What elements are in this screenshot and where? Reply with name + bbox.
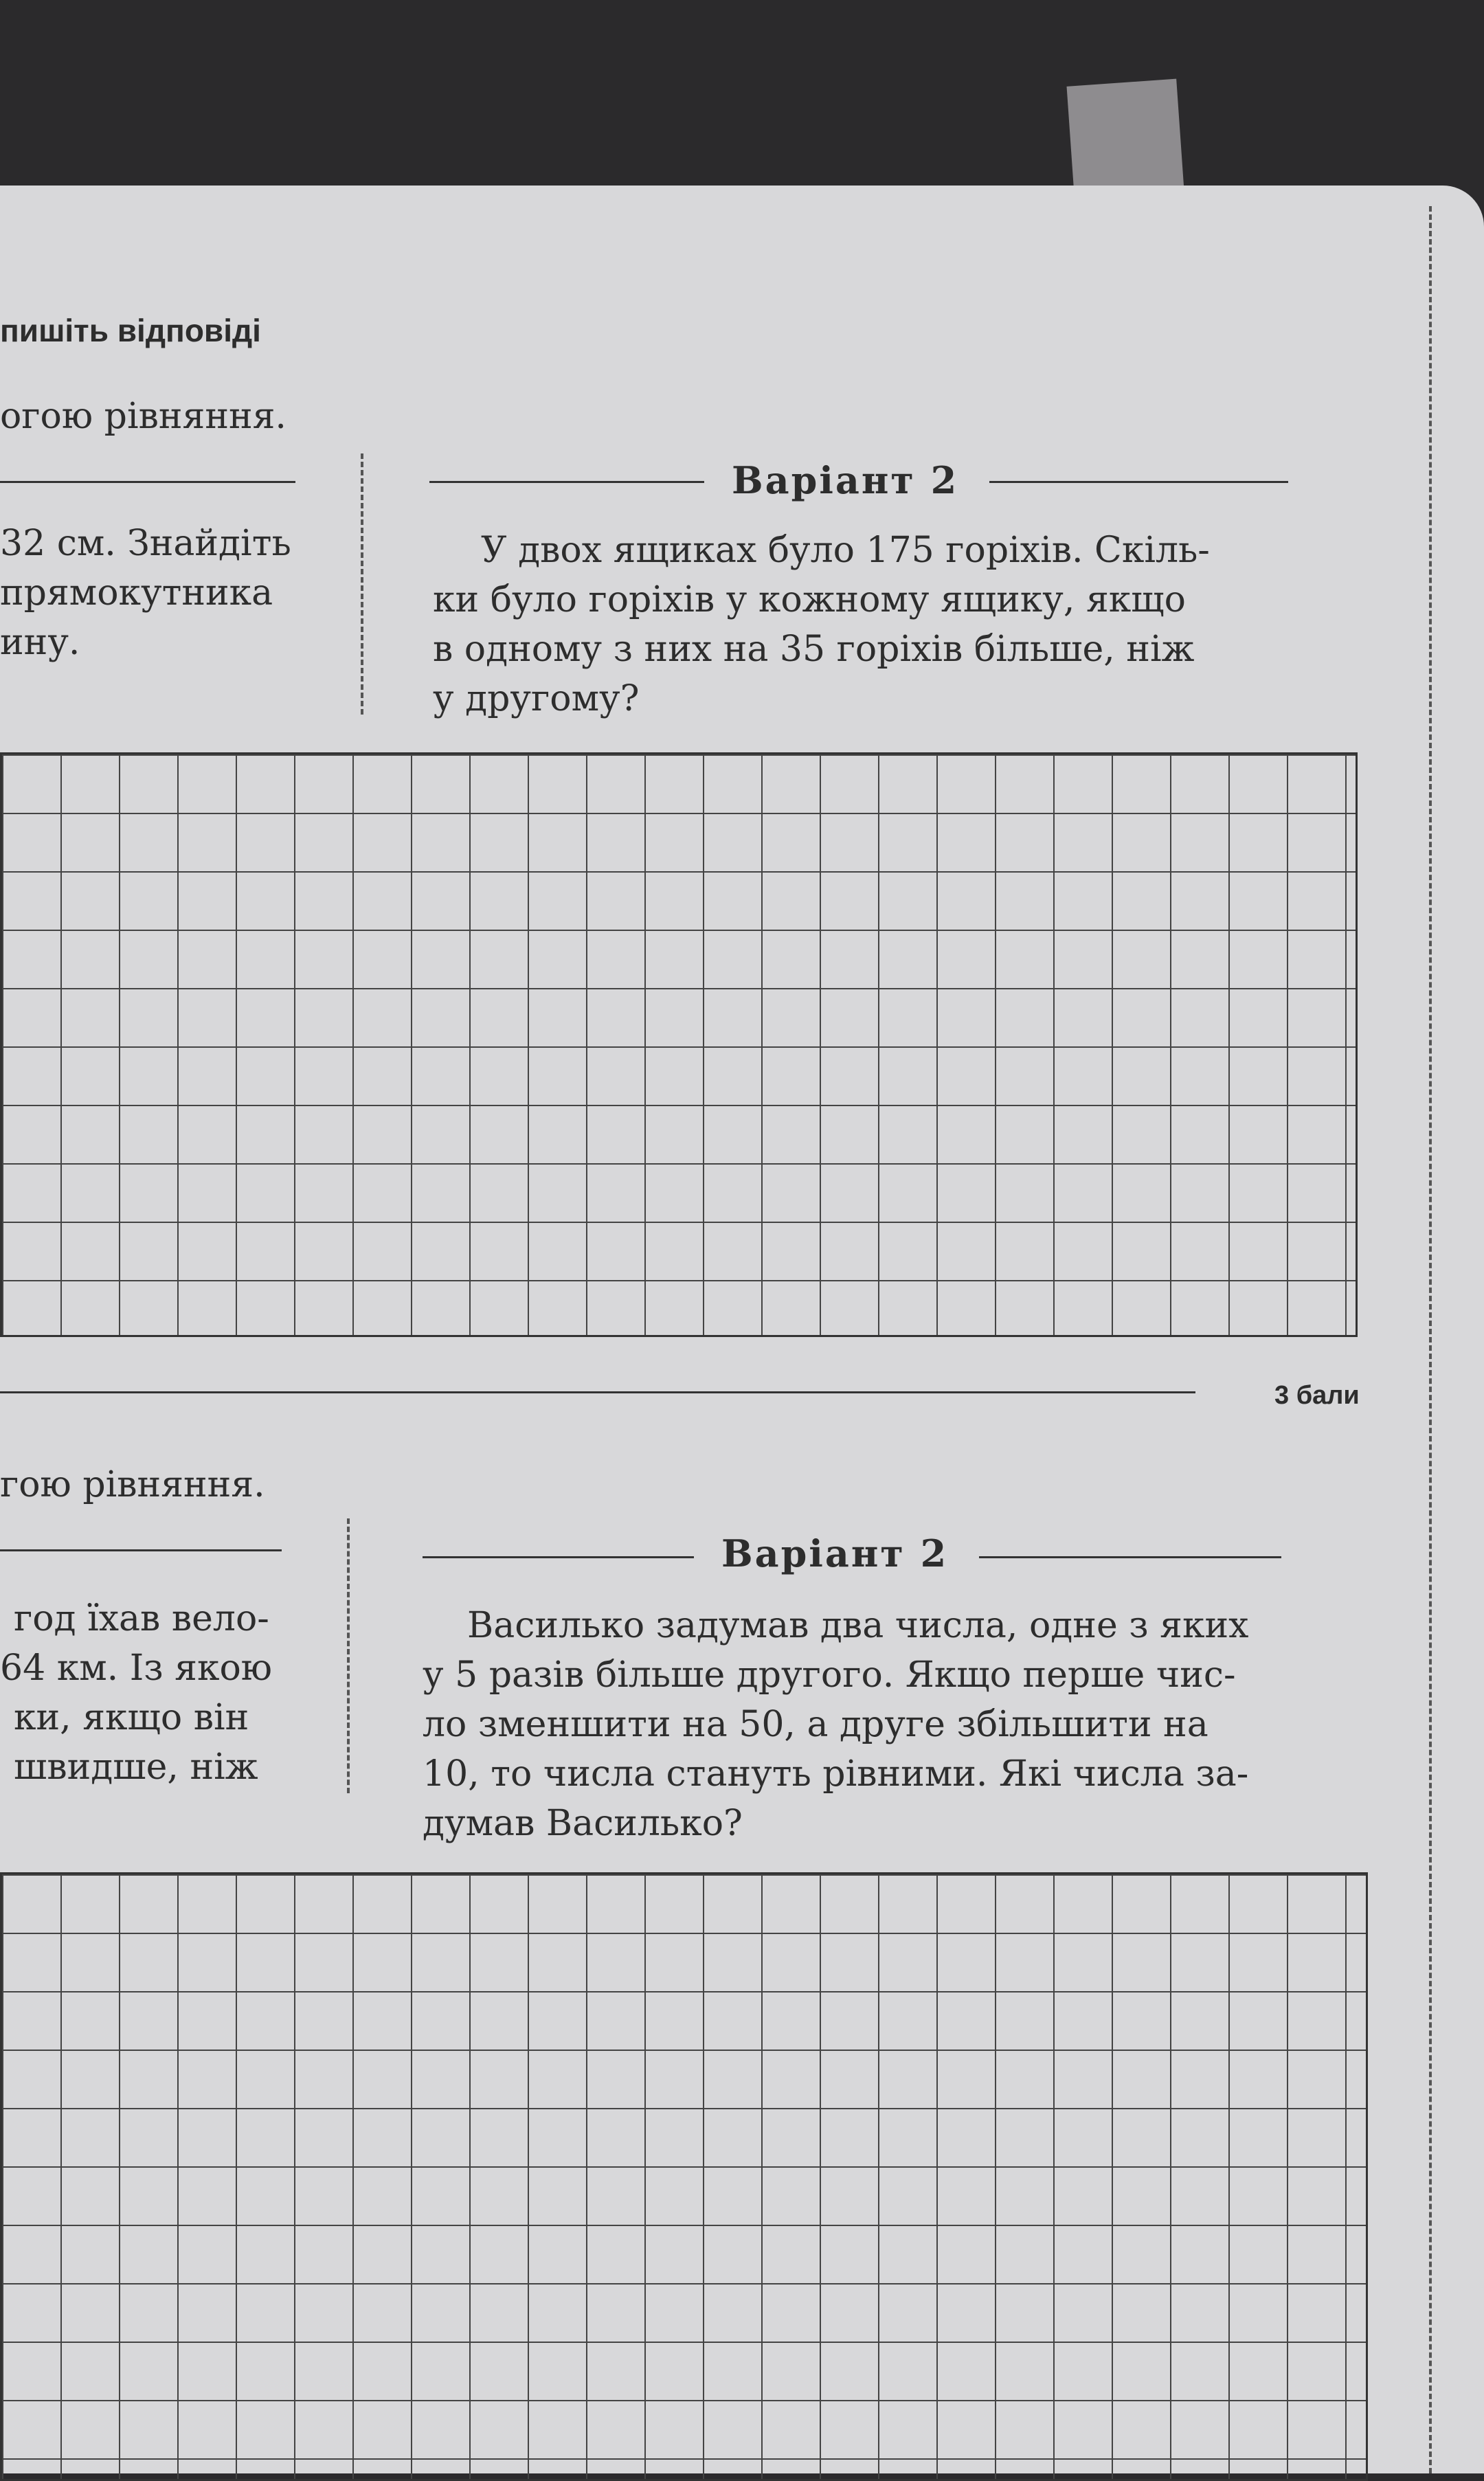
answer-grid-bottom[interactable] (0, 1872, 1368, 2481)
points-label: 3 бали (1274, 1381, 1360, 1410)
equation-fragment-top: огою рівняння. (0, 396, 286, 437)
heading-rule-left (429, 481, 704, 483)
answer-grid-top[interactable] (0, 752, 1358, 1337)
variant-heading-top: Варіант 2 (732, 458, 959, 502)
column-divider-bottom (347, 1518, 350, 1793)
problem-line: прямокутника (0, 572, 273, 614)
problem-line: У двох ящиках було 175 горіхів. Скіль- (481, 530, 1210, 571)
section-rule-left-bottom (0, 1549, 282, 1551)
problem-text-top (433, 526, 1298, 723)
problem-text-bottom (423, 1601, 1288, 1848)
heading-rule-right-bottom (979, 1556, 1281, 1558)
problem-line: думав Василько? (423, 1803, 743, 1844)
left-problem-fragment-bottom (0, 1594, 272, 1792)
problem-line: Василько задумав два числа, одне з яких (467, 1605, 1249, 1646)
variant-heading-bottom: Варіант 2 (721, 1531, 949, 1575)
problem-line: ину. (0, 622, 80, 663)
problem-line: год їхав вело- (14, 1598, 269, 1639)
instruction-fragment: пишіть відповіді (0, 313, 261, 348)
heading-rule-left-bottom (423, 1556, 694, 1558)
problem-line: ло зменшити на 50, а друге збільшити на (423, 1704, 1208, 1745)
heading-rule-right (989, 481, 1288, 483)
problem-line: 10, то числа стануть рівними. Які числа за- (423, 1753, 1249, 1795)
problem-line: 64 км. Із якою (0, 1648, 273, 1689)
problem-line: 32 см. Знайдіть (0, 523, 291, 564)
column-divider-top (361, 453, 363, 715)
page-cut-line (1429, 206, 1432, 2473)
problem-line: ки було горіхів у кожному ящику, якщо (433, 579, 1186, 620)
section-rule-left-top (0, 481, 295, 483)
problem-line: швидше, ніж (14, 1747, 258, 1788)
left-problem-fragment-top (0, 519, 291, 667)
problem-line: ки, якщо він (14, 1697, 249, 1738)
problem-line: у другому? (433, 678, 640, 719)
problem-line: у 5 разів більше другого. Якщо перше чис- (423, 1654, 1236, 1696)
problem-line: в одному з них на 35 горіхів більше, ніж (433, 629, 1195, 670)
points-rule (0, 1391, 1195, 1393)
worksheet-page (0, 186, 1484, 2473)
equation-fragment-bottom: гою рівняння. (0, 1464, 265, 1505)
